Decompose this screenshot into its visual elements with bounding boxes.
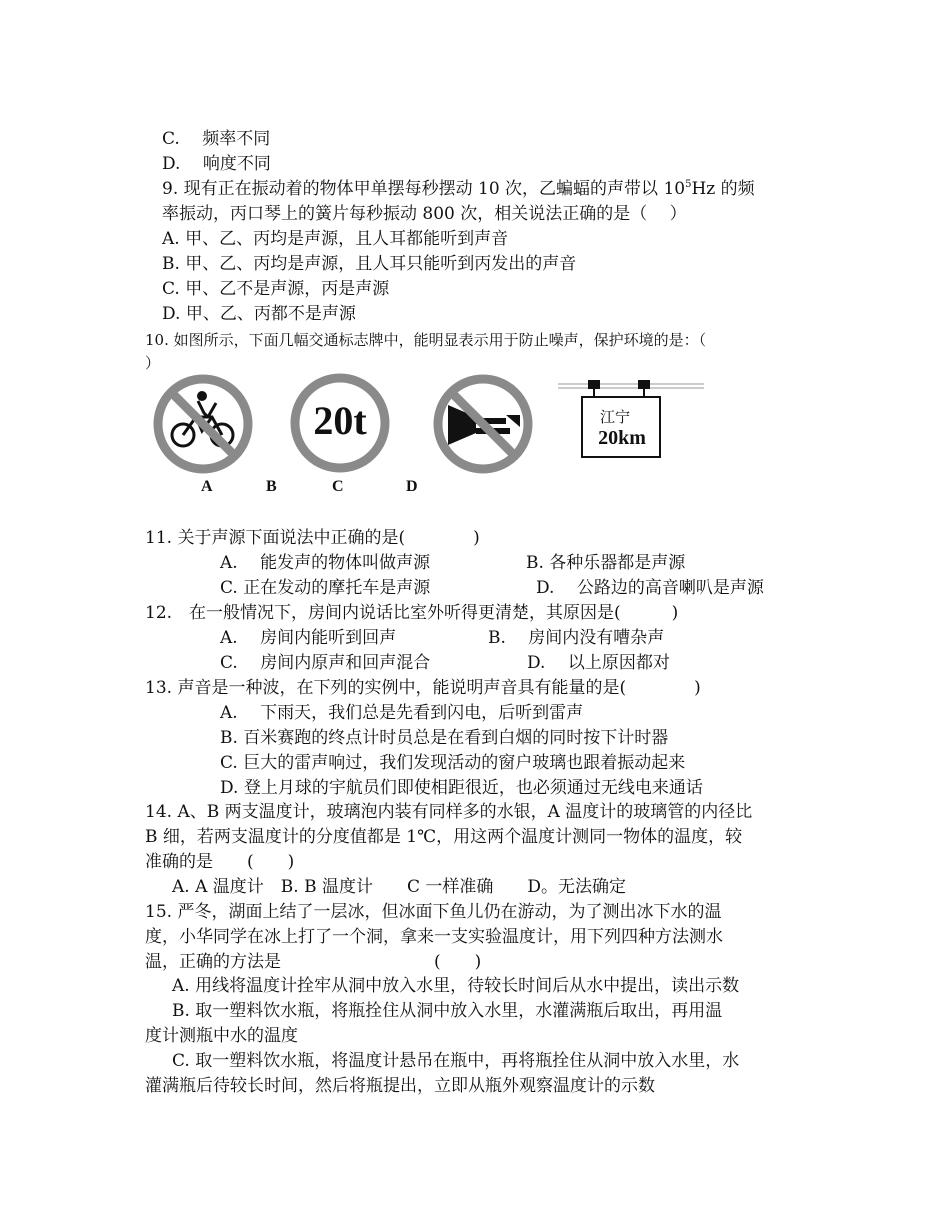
q13-stem: 13. 声音是一种波，在下列的实例中，能说明声音具有能量的是( ) xyxy=(145,678,701,698)
no-motorcycle-sign xyxy=(152,373,254,475)
weight-limit-text: 20t xyxy=(313,398,367,443)
q12-option-b: B. 房间内没有嘈杂声 xyxy=(488,628,665,648)
sign-place-name: 江宁 xyxy=(599,408,631,426)
q10-stem-line1: 10. 如图所示，下面几幅交通标志牌中，能明显表示用于防止噪声，保护环境的是：（ xyxy=(145,331,707,349)
q15-option-b-line2: 度计测瓶中水的温度 xyxy=(145,1026,298,1046)
q11-option-d: D. 公路边的高音喇叭是声源 xyxy=(536,578,764,598)
q11-option-a: A. 能发声的物体叫做声源 xyxy=(220,553,431,573)
q9-option-b: B. 甲、乙、丙均是声源，且人耳只能听到丙发出的声音 xyxy=(162,254,577,274)
q14-stem-line2: B 细，若两支温度计的分度值都是 1℃，用这两个温度计测同一物体的温度，较 xyxy=(145,827,743,847)
q15-option-c-line2: 灌满瓶后待较长时间，然后将瓶提出，立即从瓶外观察温度计的示数 xyxy=(145,1076,655,1096)
q11-option-b: B. 各种乐器都是声源 xyxy=(526,553,686,573)
q15-option-c-line1: C. 取一塑料饮水瓶，将温度计悬吊在瓶中，再将瓶拴住从洞中放入水里，水 xyxy=(172,1051,740,1071)
q9-option-d: D. 甲、乙、丙都不是声源 xyxy=(162,304,356,324)
q15-stem-line1: 15. 严冬，湖面上结了一层冰，但冰面下鱼儿仍在游动，为了测出冰下水的温 xyxy=(145,902,722,922)
q13-option-a: A. 下雨天，我们总是先看到闪电，后听到雷声 xyxy=(220,703,584,723)
sign-label-c: C xyxy=(332,478,344,495)
q14-stem-line3: 准确的是 ( ) xyxy=(145,852,295,872)
q8-option-d: D. 响度不同 xyxy=(162,154,271,174)
q11-stem: 11. 关于声源下面说法中正确的是( ) xyxy=(145,528,480,548)
q8-option-c: C. 频率不同 xyxy=(162,129,271,149)
q15-stem-line2: 度，小华同学在冰上打了一个洞，拿来一支实验温度计，用下列四种方法测水 xyxy=(145,927,723,947)
sign-distance: 20km xyxy=(598,427,646,449)
q9-option-c: C. 甲、乙不是声源，丙是声源 xyxy=(162,279,390,299)
q14-options: A. A 温度计 B. B 温度计 C 一样准确 D。无法确定 xyxy=(172,877,627,897)
q9-stem-line2: 率振动，丙口琴上的簧片每秒振动 800 次，相关说法正确的是（ ） xyxy=(162,204,687,224)
q15-option-a: A. 用线将温度计拴牢从洞中放入水里，待较长时间后从水中提出，读出示数 xyxy=(172,976,740,996)
q15-option-b-line1: B. 取一塑料饮水瓶，将瓶拴住从洞中放入水里，水灌满瓶后取出，再用温 xyxy=(172,1001,723,1021)
q13-option-b: B. 百米赛跑的终点计时员总是在看到白烟的同时按下计时器 xyxy=(220,728,669,748)
q10-stem-line2: ） xyxy=(145,354,161,372)
q13-option-d: D. 登上月球的宇航员们即使相距很近，也必须通过无线电来通话 xyxy=(220,778,703,798)
q14-stem-line1: 14. A、B 两支温度计，玻璃泡内装有同样多的水银，A 温度计的玻璃管的内径比 xyxy=(145,802,753,822)
sign-label-a: A xyxy=(201,478,213,495)
q15-stem-line3: 温，正确的方法是 ( ) xyxy=(145,952,482,972)
no-horn-sign xyxy=(432,373,534,475)
q11-option-c: C. 正在发动的摩托车是声源 xyxy=(220,578,431,598)
sign-label-d: D xyxy=(406,478,418,495)
q9-stem-line1: 9. 现有正在振动着的物体甲单摆每秒摆动 10 次，乙蝙蝠的声带以 $10^5Hz$ 的频 xyxy=(162,179,755,199)
q12-option-a: A. 房间内能听到回声 xyxy=(220,628,397,648)
q13-option-c: C. 巨大的雷声响过，我们发现活动的窗户玻璃也跟着振动起来 xyxy=(220,753,686,773)
q9-option-a: A. 甲、乙、丙均是声源，且人耳都能听到声音 xyxy=(162,229,509,249)
q12-option-c: C. 房间内原声和回声混合 xyxy=(220,653,431,673)
q12-stem: 12. 在一般情况下，房间内说话比室外听得更清楚，其原因是( ) xyxy=(145,603,679,623)
weight-limit-sign xyxy=(289,372,391,474)
distance-sign xyxy=(558,378,708,462)
q12-option-d: D. 以上原因都对 xyxy=(527,653,670,673)
sign-label-b: B xyxy=(266,478,277,495)
